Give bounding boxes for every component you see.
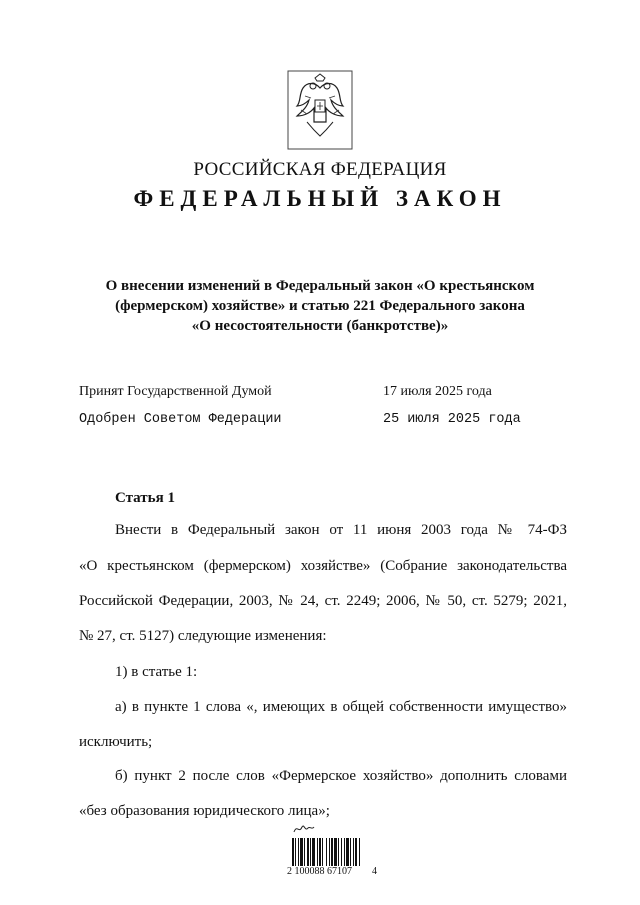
law-subject	[70, 276, 570, 336]
article-line: исключить;	[79, 734, 153, 750]
barcode-bar	[359, 838, 360, 866]
barcode-bar	[355, 838, 357, 866]
subject-line: «О несостоятельности (банкротстве)»	[191, 318, 449, 334]
article-line: 1) в статье 1:	[115, 664, 198, 680]
barcode-bar	[350, 838, 351, 866]
barcode-bar	[353, 838, 354, 866]
barcode-bar	[298, 838, 299, 866]
article-line: «О крестьянском (фермерском) хозяйстве» (Собрание законодательства	[79, 558, 567, 574]
barcode-bar	[312, 838, 315, 866]
article-line: а) в пункте 1 слова «, имеющих в общей собственности имущество»	[115, 699, 567, 715]
document-type-heading: ФЕДЕРАЛЬНЫЙ ЗАКОН	[133, 186, 507, 211]
emblem-icon	[287, 70, 353, 150]
barcode-bar	[310, 838, 311, 866]
barcode-bar	[300, 838, 303, 866]
barcode-bar	[338, 838, 339, 866]
barcode-bar	[326, 838, 327, 866]
barcode-bar	[304, 838, 305, 866]
article-line: «без образования юридического лица»;	[79, 803, 330, 819]
council-date: 25 июля 2025 года	[383, 412, 521, 427]
subject-line: О внесении изменений в Федеральный закон «О крестьянском	[105, 278, 535, 294]
duma-label: Принят Государственной Думой	[79, 384, 272, 399]
country-heading: РОССИЙСКАЯ ФЕДЕРАЦИЯ	[193, 159, 447, 180]
barcode-bar	[319, 838, 321, 866]
article-line: Внести в Федеральный закон от 11 июня 2003 года № 74-ФЗ	[115, 522, 567, 538]
barcode-bar	[292, 838, 294, 866]
subject-line: (фермерском) хозяйстве» и статью 221 Федерального закона	[115, 298, 525, 314]
barcode-bar	[322, 838, 323, 866]
barcode-number: 2 100088 67107	[287, 866, 352, 877]
barcode-bar	[346, 838, 349, 866]
article-title: Статья 1	[115, 490, 175, 506]
barcode-bar	[341, 838, 342, 866]
article-line: № 27, ст. 5127) следующие изменения:	[79, 628, 327, 644]
council-label: Одобрен Советом Федерации	[79, 412, 282, 427]
barcode-bar	[317, 838, 318, 866]
duma-date: 17 июля 2025 года	[383, 384, 492, 399]
barcode-suffix: 4	[372, 866, 377, 877]
barcode-bar	[329, 838, 330, 866]
barcode-bar	[344, 838, 345, 866]
barcode-bar	[331, 838, 333, 866]
barcode-bar	[295, 838, 296, 866]
signature-mark-icon	[293, 822, 315, 836]
article-line: Российской Федерации, 2003, № 24, ст. 2249; 2006, № 50, ст. 5279; 2021,	[79, 593, 567, 609]
barcode-bar	[307, 838, 309, 866]
barcode-bar	[334, 838, 337, 866]
article-line: б) пункт 2 после слов «Фермерское хозяйство» дополнить словами	[115, 768, 567, 784]
